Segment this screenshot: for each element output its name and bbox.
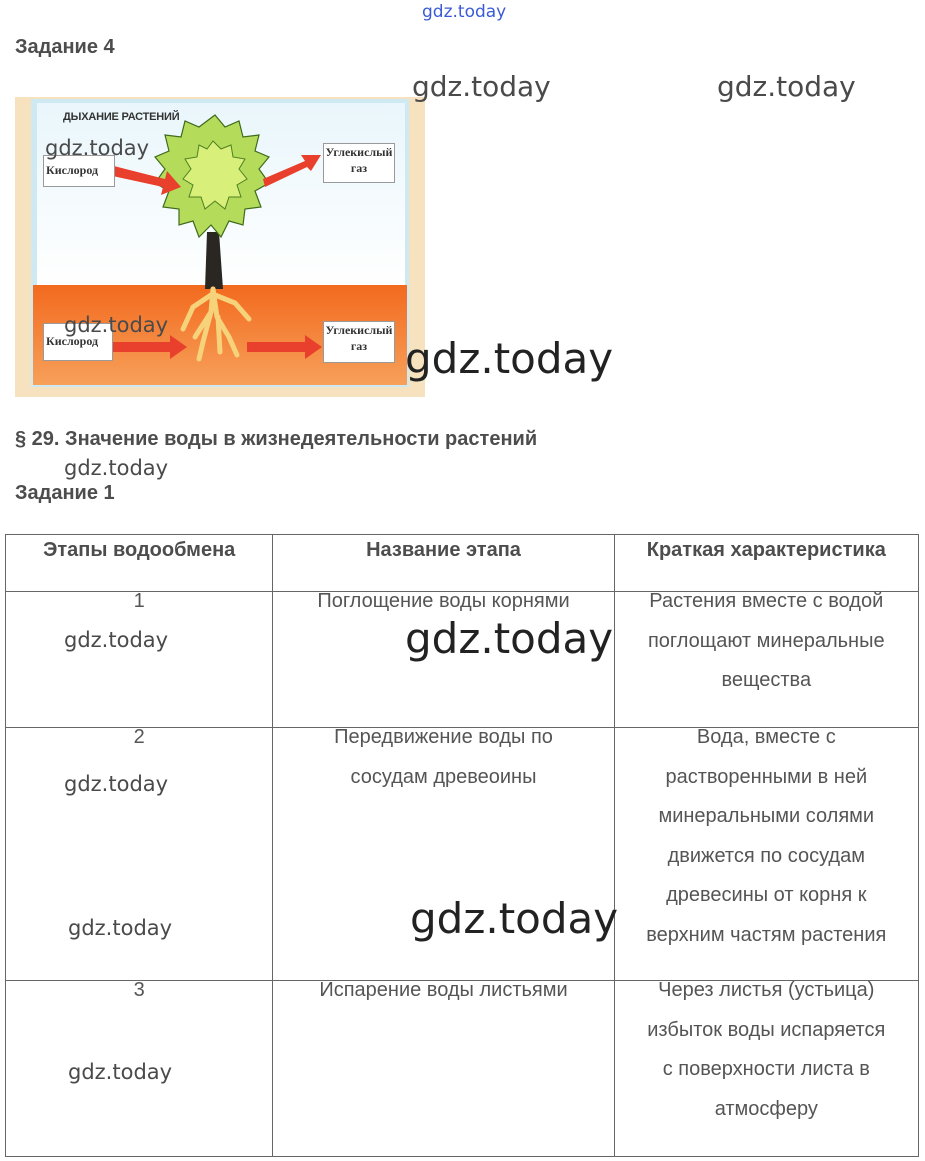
row2-desc-line: минеральными солями: [658, 805, 875, 827]
row3-desc-line: Через листья (устьица): [658, 979, 875, 1001]
row2-desc-line: Вода, вместе с: [696, 726, 836, 748]
watermark-top: gdz.today: [422, 2, 507, 22]
co2-label-top-line2: газ: [350, 161, 368, 175]
watermark: gdz.today: [717, 70, 856, 103]
row1-desc-line: вещества: [721, 669, 812, 691]
col-header-description: Краткая характеристика: [614, 535, 918, 592]
watermark: gdz.today: [64, 456, 169, 480]
row3-num-text: 3: [133, 979, 145, 1001]
row2-desc: [614, 728, 918, 981]
row2-desc-line: верхним частям растения: [646, 923, 887, 946]
watermark: gdz.today: [68, 1060, 173, 1084]
co2-label-top-line1: Углекислый: [325, 145, 393, 159]
row3-name: [273, 981, 614, 1157]
oxygen-label-bottom: Кислород: [43, 323, 113, 361]
row2-name-line: Передвижение воды по: [334, 726, 553, 748]
row2-desc-line: древесины от корня к: [666, 884, 867, 906]
row1-desc-line: Растения вместе с водой: [649, 590, 884, 612]
row2-name-line: сосудам древеоины: [350, 765, 537, 788]
watermark: gdz.today: [410, 894, 619, 943]
section-title: § 29. Значение воды в жизнедеятельности растений: [15, 428, 538, 450]
watermark: gdz.today: [64, 313, 169, 337]
row1-num-text: 1: [133, 590, 145, 612]
row1-name-line: Поглощение воды корнями: [317, 590, 570, 612]
row3-desc: [614, 981, 918, 1157]
row2-desc-line: растворенными в ней: [665, 765, 868, 788]
row2-num: [6, 728, 273, 981]
co2-label-bottom-line1: Углекислый: [325, 323, 393, 337]
row3-desc-line: избыток воды испаряется: [647, 1018, 886, 1041]
row3-name-line: Испарение воды листьями: [319, 979, 568, 1001]
watermark: gdz.today: [405, 334, 614, 383]
watermark: gdz.today: [412, 70, 551, 103]
watermark: gdz.today: [405, 614, 614, 663]
row3-desc-line: атмосферу: [714, 1097, 818, 1120]
col-header-name: Название этапа: [273, 535, 614, 592]
row1-desc-line: поглощают минеральные: [647, 629, 885, 652]
col-header-stages: Этапы водообмена: [6, 535, 273, 592]
task1-heading: Задание 1: [15, 482, 115, 504]
oxygen-label-top: Кислород: [43, 155, 115, 187]
watermark: gdz.today: [64, 628, 169, 652]
watermark: gdz.today: [68, 916, 173, 940]
diagram-title: ДЫХАНИЕ РАСТЕНИЙ: [63, 111, 180, 123]
row1-num: [6, 592, 273, 728]
row2-num-text: 2: [133, 726, 145, 748]
row1-desc: [614, 592, 918, 728]
watermark: gdz.today: [45, 136, 150, 160]
co2-label-top: [323, 143, 395, 183]
task4-heading: Задание 4: [15, 36, 115, 58]
row2-desc-line: движется по сосудам: [667, 844, 865, 867]
co2-label-bottom-line2: газ: [350, 339, 368, 353]
row3-desc-line: с поверхности листа в: [662, 1058, 870, 1080]
watermark: gdz.today: [64, 772, 169, 796]
co2-label-bottom: [323, 321, 395, 363]
